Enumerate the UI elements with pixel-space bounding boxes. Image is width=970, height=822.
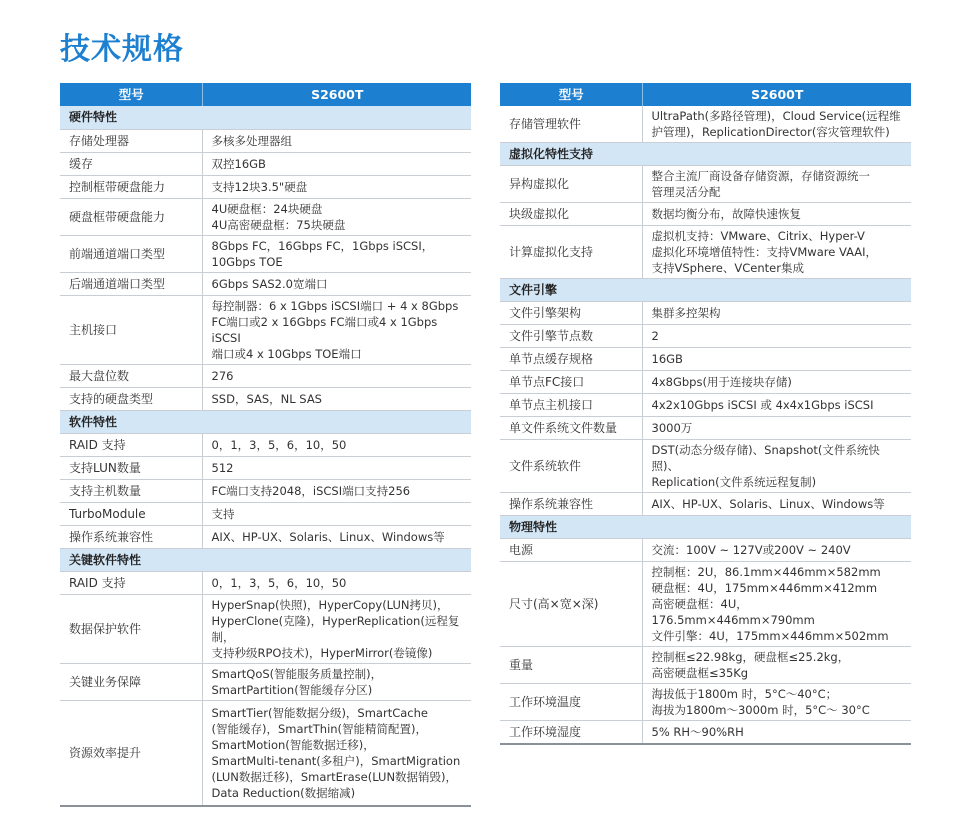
spec-value: FC端口支持2048，iSCSI端口支持256	[202, 479, 471, 502]
spec-label: 操作系统兼容性	[60, 525, 202, 548]
section-header-row	[500, 279, 911, 302]
spec-label: 计算虚拟化支持	[500, 226, 642, 279]
spec-value: DST(动态分级存储)、Snapshot(文件系统快照)、 Replication(文件系统远程复制)	[642, 440, 911, 493]
spec-row	[60, 479, 471, 502]
spec-label: 数据保护软件	[60, 594, 202, 663]
spec-value: 每控制器：6 x 1Gbps iSCSI端口 + 4 x 8Gbps FC端口或2 x 16Gbps FC端口或4 x 1Gbps iSCSI 端口或4 x 10Gbps TOE端口	[202, 295, 471, 364]
spec-label: 块级虚拟化	[500, 203, 642, 226]
section-header-row	[60, 548, 471, 571]
table-header-row	[60, 83, 471, 106]
spec-row	[60, 175, 471, 198]
spec-value: 4U硬盘框：24块硬盘 4U高密硬盘框：75块硬盘	[202, 198, 471, 235]
spec-value: 4x2x10Gbps iSCSI 或 4x4x1Gbps iSCSI	[642, 394, 911, 417]
spec-row	[60, 456, 471, 479]
spec-value: 16GB	[642, 348, 911, 371]
spec-label: 前端通道端口类型	[60, 235, 202, 272]
spec-row	[60, 433, 471, 456]
spec-label: 存储管理软件	[500, 106, 642, 143]
section-title: 软件特性	[60, 410, 471, 433]
spec-label: 工作环境温度	[500, 684, 642, 721]
section-header-row	[500, 516, 911, 539]
spec-row	[60, 594, 471, 663]
table-header-row	[500, 83, 911, 106]
spec-value: 2	[642, 325, 911, 348]
spec-row	[60, 663, 471, 700]
spec-label: 缓存	[60, 152, 202, 175]
section-header-row	[500, 143, 911, 166]
spec-label: 支持LUN数量	[60, 456, 202, 479]
spec-value: 4x8Gbps(用于连接块存储)	[642, 371, 911, 394]
spec-label: 电源	[500, 539, 642, 562]
spec-row	[500, 684, 911, 721]
spec-label: 控制框带硬盘能力	[60, 175, 202, 198]
spec-label: 文件引擎架构	[500, 302, 642, 325]
spec-value: AIX、HP-UX、Solaris、Linux、Windows等	[202, 525, 471, 548]
spec-row	[500, 325, 911, 348]
spec-value: 交流：100V ~ 127V或200V ~ 240V	[642, 539, 911, 562]
spec-row	[500, 493, 911, 516]
spec-row	[500, 539, 911, 562]
spec-value: 多核多处理器组	[202, 129, 471, 152]
spec-label: 支持的硬盘类型	[60, 387, 202, 410]
spec-row	[60, 129, 471, 152]
spec-label: 硬盘框带硬盘能力	[60, 198, 202, 235]
spec-value: 0，1，3，5，6，10，50	[202, 433, 471, 456]
spec-label: 异构虚拟化	[500, 166, 642, 203]
spec-value: HyperSnap(快照)，HyperCopy(LUN拷贝)， HyperClone(克隆)，HyperReplication(远程复制， 支持秒级RPO技术)，HyperMirror(卷镜像)	[202, 594, 471, 663]
spec-label: 主机接口	[60, 295, 202, 364]
spec-label: 单节点主机接口	[500, 394, 642, 417]
spec-row	[60, 525, 471, 548]
spec-row	[500, 226, 911, 279]
spec-label: RAID 支持	[60, 571, 202, 594]
spec-value: 整合主流厂商设备存储资源，存储资源统一 管理灵活分配	[642, 166, 911, 203]
spec-row	[60, 272, 471, 295]
spec-label: 文件引擎节点数	[500, 325, 642, 348]
spec-row	[60, 364, 471, 387]
spec-value: 虚拟机支持：VMware、Citrix、Hyper-V 虚拟化环境增值特性：支持VMware VAAI， 支持VSphere、VCenter集成	[642, 226, 911, 279]
section-title: 文件引擎	[500, 279, 911, 302]
spec-label: 后端通道端口类型	[60, 272, 202, 295]
spec-label: 资源效率提升	[60, 700, 202, 806]
spec-row	[60, 198, 471, 235]
spec-row	[60, 571, 471, 594]
spec-value: UltraPath(多路径管理)，Cloud Service(远程维 护管理)，ReplicationDirector(容灾管理软件)	[642, 106, 911, 143]
spec-value: SSD，SAS，NL SAS	[202, 387, 471, 410]
header-label: 型号	[60, 83, 202, 106]
spec-row	[500, 371, 911, 394]
spec-value: 数据均衡分布，故障快速恢复	[642, 203, 911, 226]
spec-value: 0，1，3，5，6，10，50	[202, 571, 471, 594]
spec-value: SmartTier(智能数据分级)，SmartCache (智能缓存)，SmartThin(智能精简配置)， SmartMotion(智能数据迁移)， SmartMulti-tenant(多租户)，SmartMigration (LUN数据迁移)，SmartErase(LUN数据销毁)， Data Reduction(数据缩减)	[202, 700, 471, 806]
spec-row	[500, 721, 911, 744]
spec-value: 512	[202, 456, 471, 479]
spec-row	[60, 387, 471, 410]
spec-value: AIX、HP-UX、Solaris、Linux、Windows等	[642, 493, 911, 516]
section-title: 虚拟化特性支持	[500, 143, 911, 166]
spec-row	[500, 394, 911, 417]
spec-value: 支持12块3.5"硬盘	[202, 175, 471, 198]
section-header-row	[60, 106, 471, 129]
spec-label: 最大盘位数	[60, 364, 202, 387]
spec-table-right	[500, 83, 911, 745]
spec-row	[60, 295, 471, 364]
spec-value: 6Gbps SAS2.0宽端口	[202, 272, 471, 295]
header-model: S2600T	[642, 83, 911, 106]
spec-row	[500, 203, 911, 226]
section-title: 物理特性	[500, 516, 911, 539]
spec-row	[60, 235, 471, 272]
spec-value: 8Gbps FC，16Gbps FC，1Gbps iSCSI， 10Gbps TOE	[202, 235, 471, 272]
spec-value: 支持	[202, 502, 471, 525]
spec-label: 单节点缓存规格	[500, 348, 642, 371]
spec-value: 控制框≤22.98kg，硬盘框≤25.2kg， 高密硬盘框≤35Kg	[642, 647, 911, 684]
spec-label: 重量	[500, 647, 642, 684]
spec-row	[500, 348, 911, 371]
header-label: 型号	[500, 83, 642, 106]
spec-label: TurboModule	[60, 502, 202, 525]
spec-value: 双控16GB	[202, 152, 471, 175]
spec-row	[60, 152, 471, 175]
page-title: 技术规格	[60, 32, 184, 67]
spec-row	[500, 562, 911, 647]
spec-row	[500, 440, 911, 493]
spec-label: 文件系统软件	[500, 440, 642, 493]
spec-label: 尺寸(高×宽×深)	[500, 562, 642, 647]
spec-label: 操作系统兼容性	[500, 493, 642, 516]
spec-row	[500, 166, 911, 203]
spec-label: RAID 支持	[60, 433, 202, 456]
spec-value: 5% RH～90%RH	[642, 721, 911, 744]
spec-label: 单文件系统文件数量	[500, 417, 642, 440]
section-header-row	[60, 410, 471, 433]
spec-row	[500, 106, 911, 143]
section-title: 关键软件特性	[60, 548, 471, 571]
spec-row	[500, 647, 911, 684]
spec-label: 支持主机数量	[60, 479, 202, 502]
spec-value: SmartQoS(智能服务质量控制)， SmartPartition(智能缓存分区)	[202, 663, 471, 700]
spec-table-left	[60, 83, 471, 807]
spec-label: 关键业务保障	[60, 663, 202, 700]
spec-label: 存储处理器	[60, 129, 202, 152]
header-model: S2600T	[202, 83, 471, 106]
spec-row	[500, 302, 911, 325]
spec-value: 海拔低于1800m 时，5°C～40°C； 海拔为1800m～3000m 时，5°C～ 30°C	[642, 684, 911, 721]
spec-label: 单节点FC接口	[500, 371, 642, 394]
spec-row	[500, 417, 911, 440]
spec-label: 工作环境湿度	[500, 721, 642, 744]
section-title: 硬件特性	[60, 106, 471, 129]
spec-row	[60, 502, 471, 525]
spec-value: 3000万	[642, 417, 911, 440]
spec-row	[60, 700, 471, 806]
spec-value: 控制框：2U，86.1mm×446mm×582mm 硬盘框：4U，175mm×446mm×412mm 高密硬盘框：4U，176.5mm×446mm×790mm 文件引擎：4U，175mm×446mm×502mm	[642, 562, 911, 647]
spec-value: 276	[202, 364, 471, 387]
spec-value: 集群多控架构	[642, 302, 911, 325]
